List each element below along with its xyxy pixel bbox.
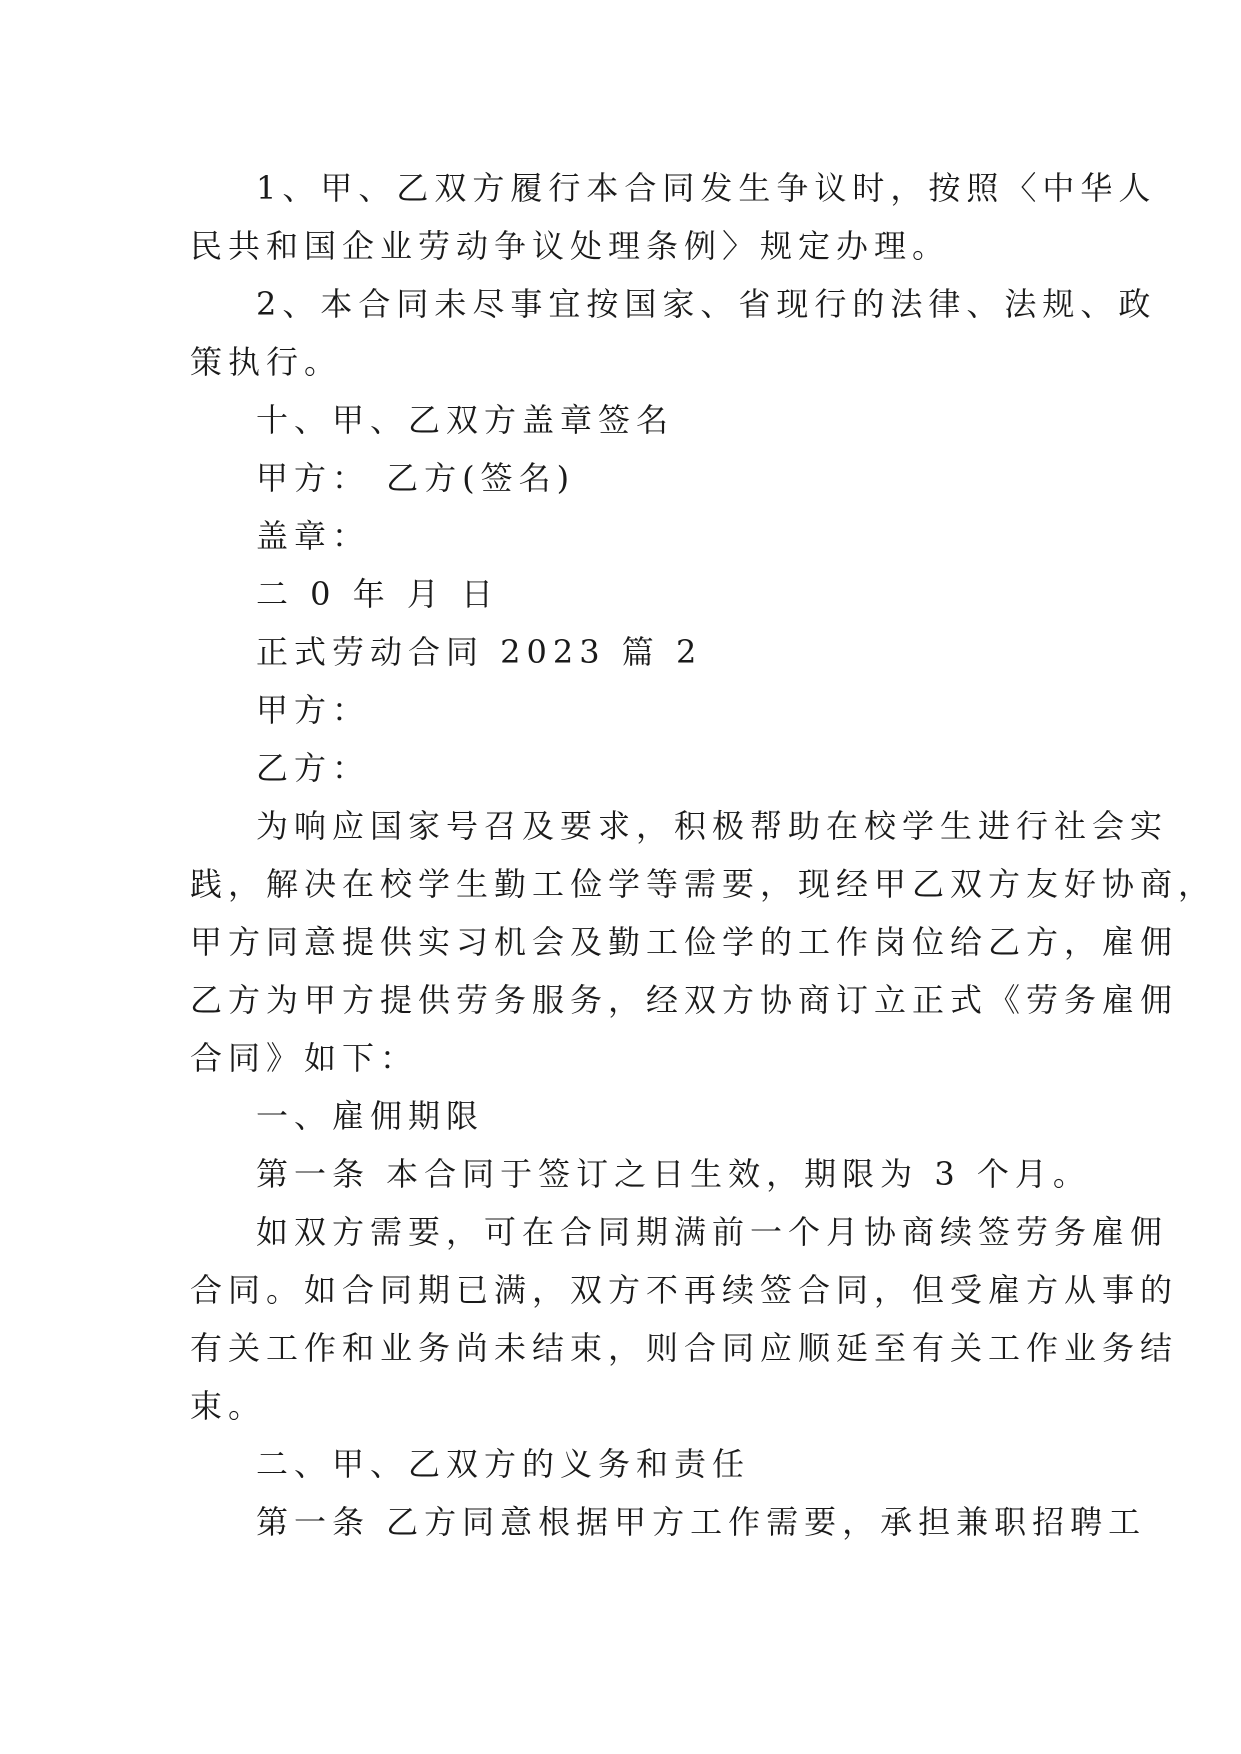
text-line: 有关工作和业务尚未结束，则合同应顺延至有关工作业务结: [190, 1329, 1179, 1367]
section-heading: 一、雇佣期限: [256, 1097, 485, 1135]
text-line: 第一条 乙方同意根据甲方工作需要，承担兼职招聘工: [256, 1503, 1147, 1541]
section-heading: 十、甲、乙双方盖章签名: [256, 401, 675, 439]
text-line: 1、甲、乙双方履行本合同发生争议时，按照〈中华人: [256, 169, 1157, 207]
section-heading: 二、甲、乙双方的义务和责任: [256, 1445, 751, 1483]
text-line: 2、本合同未尽事宜按国家、省现行的法律、法规、政: [256, 285, 1157, 323]
signature-line: 甲方： 乙方(签名): [256, 459, 576, 497]
text-line: 践，解决在校学生勤工俭学等需要，现经甲乙双方友好协商，: [190, 865, 1217, 903]
party-b-line: 乙方：: [256, 749, 371, 787]
seal-line: 盖章：: [256, 517, 371, 555]
party-a-line: 甲方：: [256, 691, 371, 729]
text-line: 第一条 本合同于签订之日生效，期限为 3 个月。: [256, 1155, 1091, 1193]
text-line: 甲方同意提供实习机会及勤工俭学的工作岗位给乙方，雇佣: [190, 923, 1179, 961]
text-line: 民共和国企业劳动争议处理条例〉规定办理。: [190, 227, 951, 265]
text-line: 策执行。: [190, 343, 343, 381]
text-line: 乙方为甲方提供劳务服务，经双方协商订立正式《劳务雇佣: [190, 981, 1179, 1019]
text-line: 为响应国家号召及要求，积极帮助在校学生进行社会实: [256, 807, 1169, 845]
document-subtitle: 正式劳动合同 2023 篇 2: [256, 633, 703, 671]
text-line: 束。: [190, 1387, 267, 1425]
text-line: 如双方需要，可在合同期满前一个月协商续签劳务雇佣: [256, 1213, 1169, 1251]
date-line: 二 0 年 月 日: [256, 575, 500, 613]
text-line: 合同》如下：: [190, 1039, 419, 1077]
text-line: 合同。如合同期已满，双方不再续签合同，但受雇方从事的: [190, 1271, 1179, 1309]
